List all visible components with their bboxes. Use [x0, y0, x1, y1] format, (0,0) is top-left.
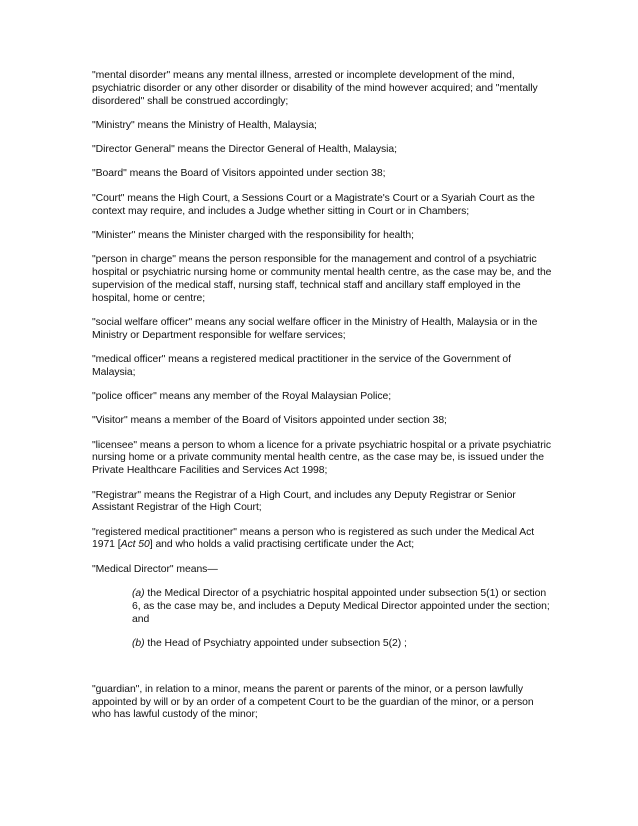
definition-director-general: "Director General" means the Director General of Health, Malaysia; — [92, 144, 397, 156]
definition-ministry: "Ministry" means the Ministry of Health, Malaysia; — [92, 119, 317, 131]
definition-licensee: "licensee" means a person to whom a licence for a private psychiatric hospital or a private psychiatric nursing home or a private community mental health centre, as the case may be, is issued under the Private Healthcare Facilities and Services Act 1998; — [92, 439, 552, 477]
definition-minister: "Minister" means the Minister charged with the responsibility for health; — [92, 229, 414, 241]
rmp-text-after: ] and who holds a valid practising certificate under the Act; — [149, 539, 415, 551]
document-page — [92, 70, 554, 734]
definition-visitor: "Visitor" means a member of the Board of Visitors appointed under section 38; — [92, 415, 447, 427]
definition-person-in-charge: "person in charge" means the person responsible for the management and control of a psychiatric hospital or psychiatric nursing home or community mental health centre, as the case may be, and the supervision of the medical staff, nursing staff, technical staff and ancillary staff employed in the hospital, home or centre; — [92, 254, 552, 304]
definition-board: "Board" means the Board of Visitors appointed under section 38; — [92, 168, 386, 180]
definition-social-welfare-officer: "social welfare officer" means any social welfare officer in the Ministry of Health, Malaysia or in the Ministry or Department responsible for welfare services; — [92, 316, 538, 341]
item-marker: (a) — [132, 588, 145, 600]
medical-director-item-b — [132, 638, 554, 651]
definition-mental-disorder: "mental disorder" means any mental illness, arrested or incomplete development of the mind, psychiatric disorder or any other disorder or disability of the mind however acquired; and "mentally disordered" shall be construed accordingly; — [92, 70, 538, 107]
rmp-act-reference: Act 50 — [120, 539, 150, 551]
medical-director-item-a — [132, 588, 554, 626]
item-marker: (b) — [132, 637, 145, 649]
item-text: the Head of Psychiatry appointed under subsection 5(2) ; — [144, 637, 407, 649]
definition-guardian: "guardian", in relation to a minor, means the parent or parents of the minor, or a person lawfully appointed by will or by an order of a competent Court to be the guardian of the minor, or a person who has lawful custody of the minor; — [92, 683, 534, 721]
definition-medical-director: "Medical Director" means— — [92, 563, 218, 575]
item-text: the Medical Director of a psychiatric hospital appointed under subsection 5(1) or section 6, as the case may be, and includes a Deputy Medical Director appointed under the section; and — [132, 588, 550, 625]
definition-medical-officer: "medical officer" means a registered medical practitioner in the service of the Government of Malaysia; — [92, 353, 511, 378]
definition-police-officer: "police officer" means any member of the Royal Malaysian Police; — [92, 391, 392, 403]
definition-court: "Court" means the High Court, a Sessions Court or a Magistrate's Court or a Syariah Court as the context may require, and includes a Judge whether sitting in Court or in Chambers; — [92, 192, 535, 217]
definition-registered-medical-practitioner — [92, 527, 554, 553]
definition-registrar: "Registrar" means the Registrar of a High Court, and includes any Deputy Registrar or Senior Assistant Registrar of the High Court; — [92, 489, 516, 514]
rmp-text-before: "registered medical practitioner" means a person who is registered as such under the Medical Act 1971 [ — [92, 526, 535, 551]
